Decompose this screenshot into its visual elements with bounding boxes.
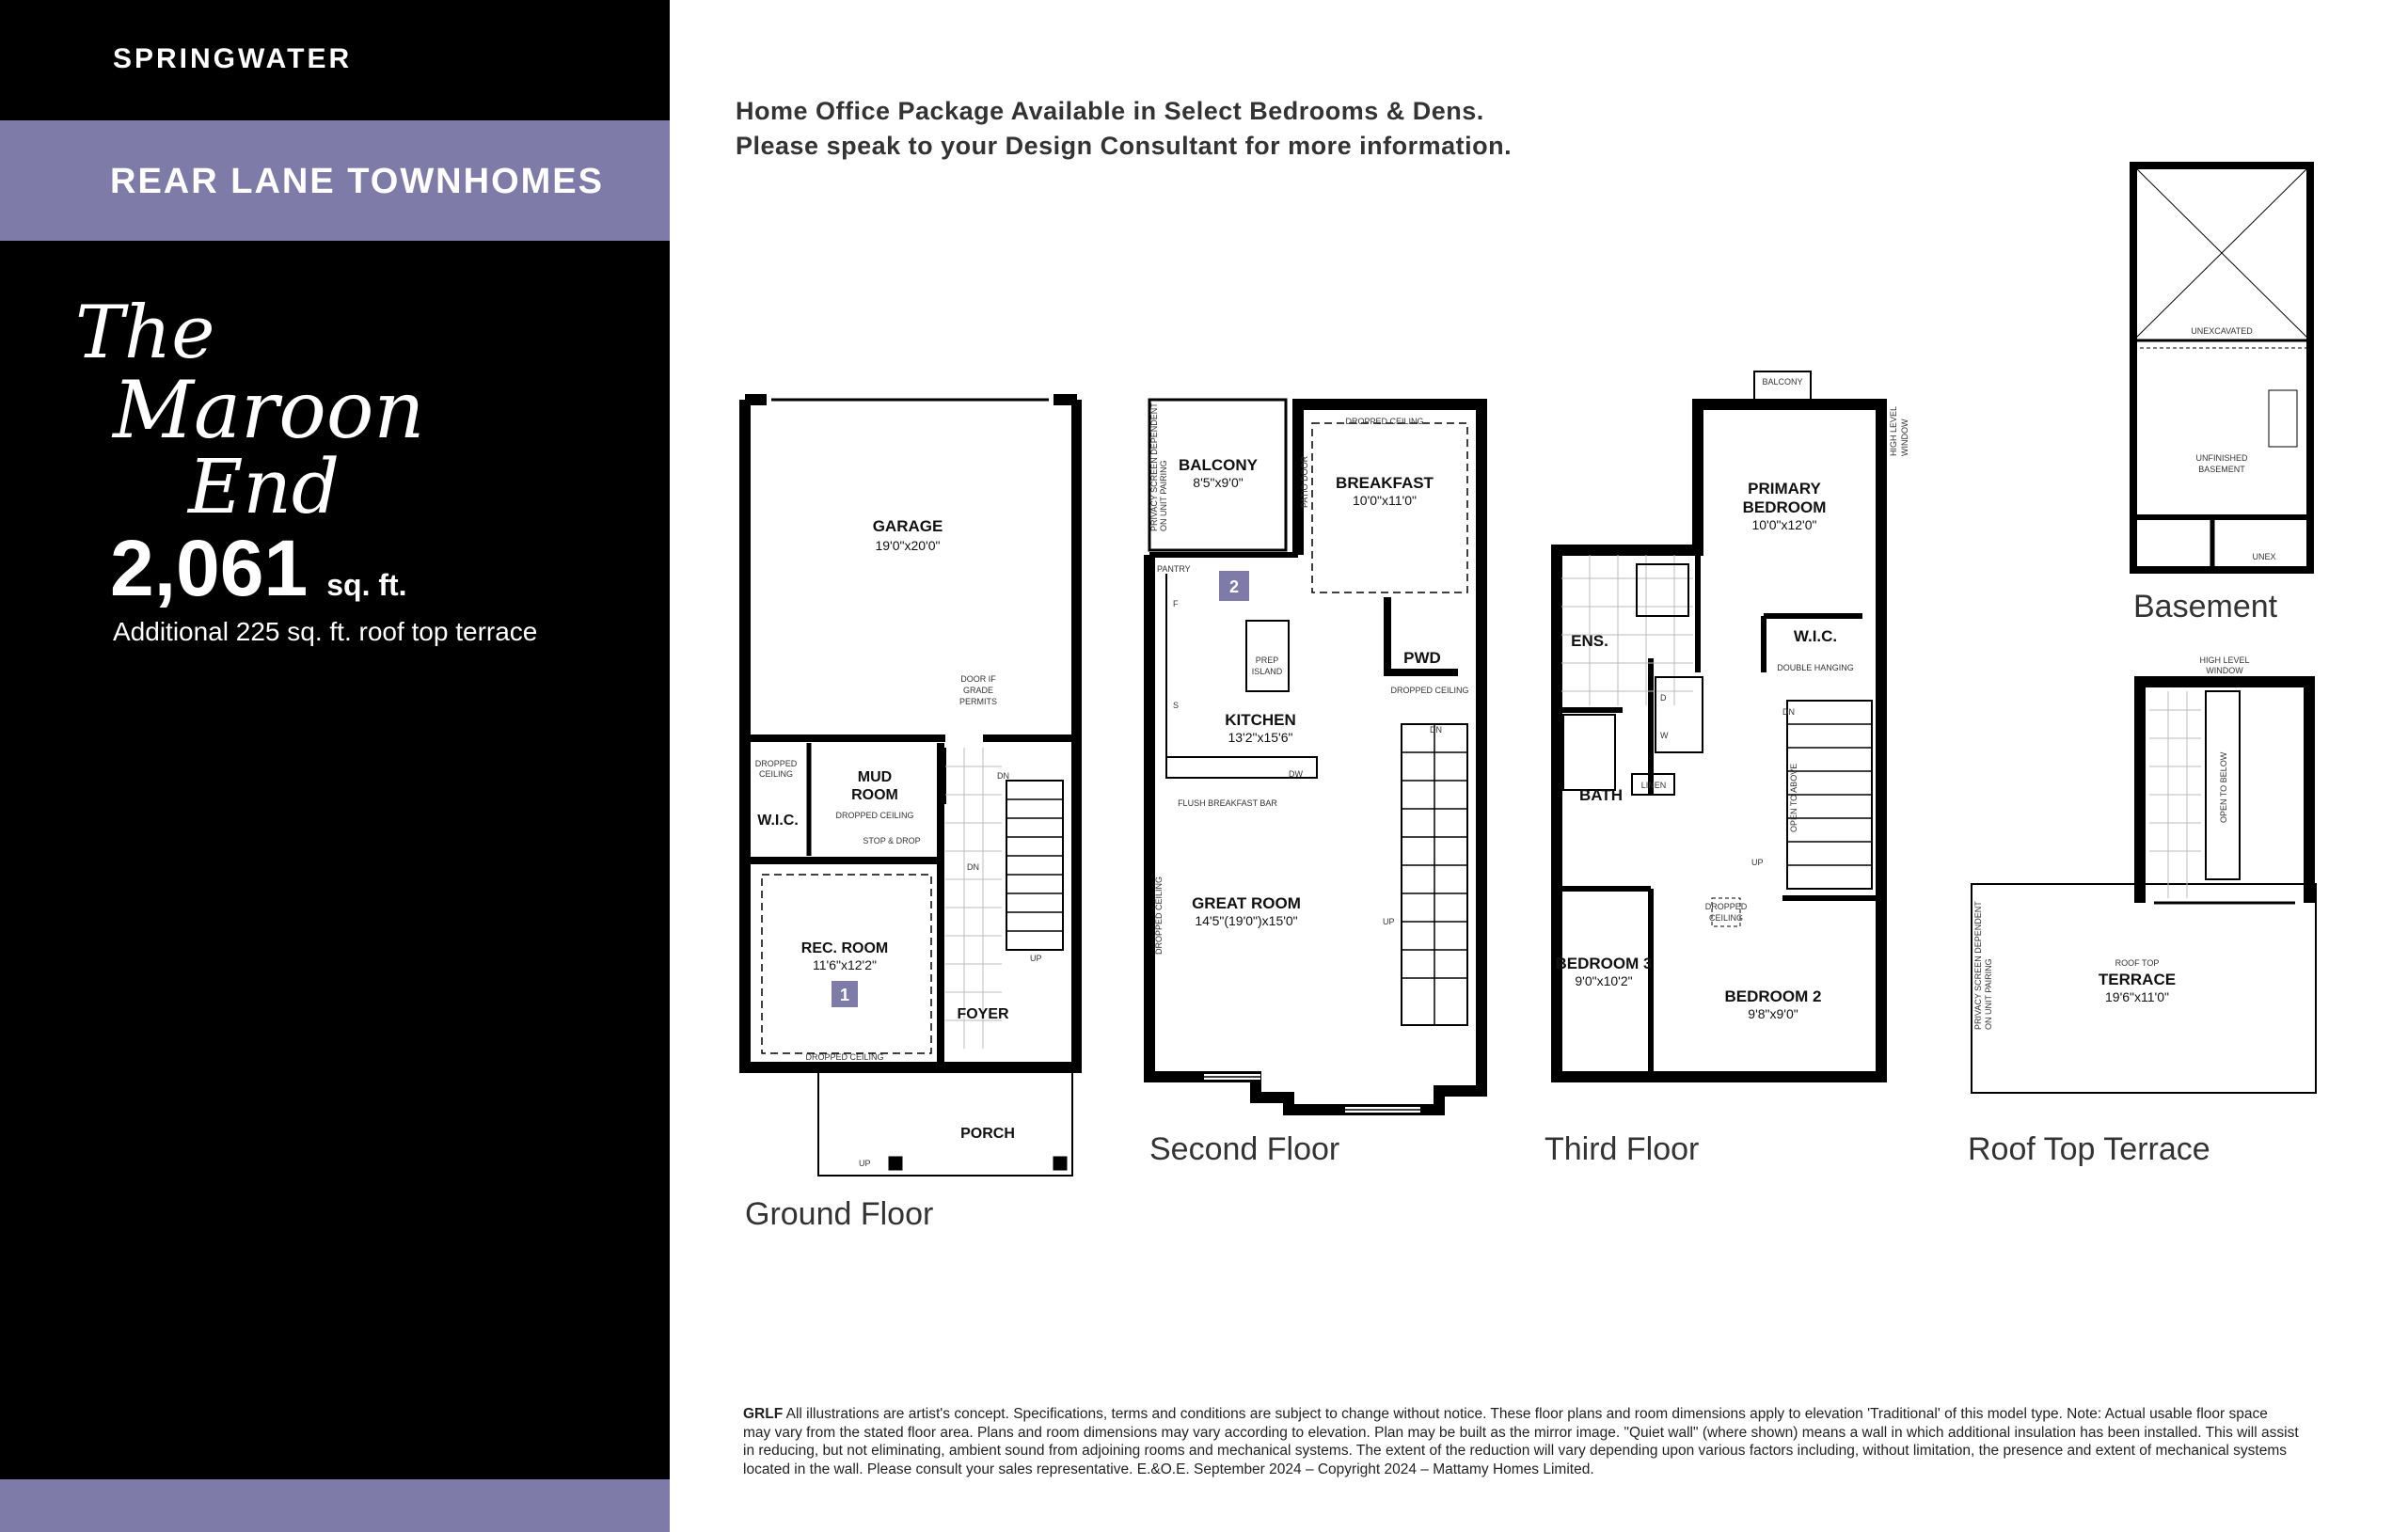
great-room-dimensions: 14'5"(19'0")x15'0"	[1195, 913, 1298, 928]
foyer-label: FOYER	[957, 1006, 1009, 1022]
breakfast-dropped-ceiling: DROPPED CEILING	[1345, 417, 1424, 426]
dishwasher-label: DW	[1289, 769, 1303, 779]
bedroom-3-dimensions: 9'0"x10'2"	[1575, 973, 1633, 988]
rec-room-dimensions: 11'6"x12'2"	[813, 957, 877, 972]
third-wic-label: W.I.C.	[1793, 627, 1838, 645]
open-to-above-label: OPEN TO ABOVE	[1789, 763, 1798, 832]
basement-unexcavated-label: UNEXCAVATED	[2191, 326, 2253, 336]
square-footage	[110, 523, 407, 614]
note-line1: Home Office Package Available in Select Bedrooms & Dens.	[736, 97, 1484, 125]
island-label: ISLAND	[1251, 667, 1283, 676]
note-line2: Please speak to your Design Consultant for more information.	[736, 132, 1513, 160]
terrace-dimensions: 19'6"x11'0"	[2105, 989, 2169, 1004]
roof-top-label: ROOF TOP	[2115, 958, 2160, 968]
ground-dn-label: DN	[997, 771, 1009, 781]
terrace-label: TERRACE	[2098, 971, 2177, 988]
open-to-below-label: OPEN TO BELOW	[2219, 751, 2228, 823]
roof-high-level-label: HIGH LEVEL	[2199, 655, 2250, 665]
grade-label: GRADE	[962, 686, 994, 695]
third-ceiling-label: CEILING	[1708, 913, 1744, 923]
second-floor-caption: Second Floor	[1149, 1131, 1340, 1167]
balcony-label: BALCONY	[1178, 456, 1259, 474]
svg-text:1: 1	[839, 986, 850, 1004]
mud-label: MUD	[857, 769, 893, 785]
porch-label: PORCH	[960, 1126, 1015, 1142]
model-name-line1: The	[75, 291, 215, 375]
bedroom-2-label: BEDROOM 2	[1724, 987, 1822, 1005]
rec-room-label: REC. ROOM	[800, 940, 889, 956]
bottom-accent-band	[0, 1479, 670, 1532]
third-floor-caption: Third Floor	[1545, 1131, 1700, 1167]
breakfast-dimensions: 10'0"x11'0"	[1353, 493, 1417, 508]
svg-text:2: 2	[1228, 577, 1240, 596]
bath-label: BATH	[1579, 786, 1623, 804]
kitchen-dimensions: 13'2"x15'6"	[1228, 730, 1293, 745]
ground-wic-label: W.I.C.	[757, 813, 799, 829]
second-floor-badge	[1219, 571, 1249, 601]
roof-terrace-caption: Roof Top Terrace	[1968, 1131, 2210, 1167]
square-footage-unit: sq. ft.	[326, 568, 407, 602]
ground-dn2-label: DN	[967, 862, 979, 872]
double-hanging-label: DOUBLE HANGING	[1777, 663, 1854, 672]
stove-label: S	[1173, 701, 1180, 710]
bedroom-2-dimensions: 9'8"x9'0"	[1748, 1006, 1798, 1021]
permits-label: PERMITS	[958, 697, 998, 706]
square-footage-number: 2,061	[110, 524, 309, 612]
fridge-label: F	[1173, 599, 1179, 608]
second-floor-plan	[1138, 390, 1491, 1119]
third-dn-label: DN	[1782, 707, 1795, 717]
basement-plan	[2128, 160, 2316, 574]
ground-up-label: UP	[1030, 954, 1042, 963]
legal-disclaimer	[743, 1405, 2299, 1478]
prep-label: PREP	[1255, 655, 1279, 665]
basement-basement-label: BASEMENT	[2198, 465, 2245, 474]
window-label: WINDOW	[1900, 419, 1909, 456]
third-floor-plan	[1543, 362, 1919, 1119]
mud-dropped-ceiling: DROPPED CEILING	[835, 811, 914, 820]
ceiling-label: CEILING	[758, 769, 794, 779]
sidebar	[0, 0, 670, 1532]
primary-dimensions: 10'0"x12'0"	[1751, 517, 1817, 532]
model-name-script	[56, 282, 433, 527]
kitchen-label: KITCHEN	[1225, 711, 1296, 729]
dryer-label: D	[1660, 693, 1667, 703]
disclaimer-lead: GRLF	[743, 1406, 784, 1422]
garage-label: GARAGE	[872, 517, 943, 535]
second-dn-label: DN	[1430, 725, 1442, 734]
second-up-label: UP	[1383, 917, 1395, 926]
additional-area: Additional 225 sq. ft. roof top terrace	[113, 617, 538, 646]
disclaimer-text: All illustrations are artist's concept. Specifications, terms and conditions are subject to change without notice. These floor plans and room dimensions apply to elevation 'Traditional' of this model type. Note: Actual usable floor space may vary from the stated floor area. Plans and room dimensions may vary according to elevation. Plan may be built as the mirror image. "Quiet wall" (where shown) means a wall in which additional insulation has been installed. This will assist in reducing, but not eliminating, ambient sound from adjoining rooms and mechanical systems. The extent of the reduction will vary depending upon various factors including, without limitation, the presence and extent of mechanical systems located in the wall. Please consult your sales representative. E.&O.E. September 2024 – Copyright 2024 – Mattamy Homes Limited.	[743, 1406, 2299, 1477]
primary-bedroom-label: BEDROOM	[1742, 498, 1827, 516]
high-level-label: HIGH LEVEL	[1889, 405, 1898, 456]
primary-label: PRIMARY	[1748, 480, 1821, 498]
great-dropped-ceiling: DROPPED CEILING	[1154, 876, 1164, 955]
basement-caption: Basement	[2133, 589, 2278, 624]
porch-up-label: UP	[859, 1159, 871, 1168]
bedroom-3-label: BEDROOM 3	[1555, 955, 1653, 972]
washer-label: W	[1660, 731, 1669, 740]
unit-pairing-label: ON UNIT PAIRING	[1159, 460, 1168, 531]
balcony-dimensions: 8'5"x9'0"	[1193, 475, 1244, 490]
roof-window-label: WINDOW	[2206, 666, 2243, 675]
basement-unex-label: UNEX	[2252, 552, 2276, 561]
mud-room-label: ROOM	[851, 787, 898, 803]
patio-door-label: PATIO DOOR	[1300, 455, 1309, 508]
home-office-note	[736, 94, 1512, 164]
third-balcony-label: BALCONY	[1762, 377, 1803, 387]
ground-floor-plan	[734, 390, 1082, 1185]
pwd-label: PWD	[1403, 649, 1441, 667]
garage-dimensions: 19'0"x20'0"	[875, 538, 941, 553]
model-name-line2: Maroon	[113, 364, 425, 456]
third-up-label: UP	[1751, 858, 1764, 867]
collection-band	[0, 120, 670, 241]
ground-floor-badge	[832, 981, 858, 1007]
roof-terrace-plan	[1966, 654, 2323, 1105]
ensuite-label: ENS.	[1571, 632, 1608, 650]
ground-floor-caption: Ground Floor	[745, 1196, 934, 1232]
linen-label: LINEN	[1640, 781, 1667, 790]
pwd-dropped-ceiling: DROPPED CEILING	[1390, 686, 1469, 695]
privacy-screen-label: PRIVACY SCREEN DEPENDENT	[1149, 403, 1159, 531]
roof-privacy-label: PRIVACY SCREEN DEPENDENT	[1973, 901, 1983, 1030]
collection-name: REAR LANE TOWNHOMES	[110, 162, 604, 201]
model-name-line3: End	[188, 443, 341, 527]
stop-drop-label: STOP & DROP	[863, 836, 921, 845]
community-name: SPRINGWATER	[113, 43, 353, 74]
breakfast-label: BREAKFAST	[1336, 474, 1434, 492]
roof-pairing-label: ON UNIT PAIRING	[1984, 958, 1993, 1030]
great-room-label: GREAT ROOM	[1192, 894, 1301, 912]
flush-bar-label: FLUSH BREAKFAST BAR	[1178, 798, 1277, 808]
pantry-label: PANTRY	[1157, 564, 1191, 574]
door-if-label: DOOR IF	[960, 674, 996, 684]
dropped-label: DROPPED	[754, 759, 798, 768]
basement-unfinished-label: UNFINISHED	[2195, 453, 2248, 463]
rec-dropped-ceiling: DROPPED CEILING	[805, 1052, 884, 1062]
third-dropped-label: DROPPED	[1704, 902, 1748, 911]
